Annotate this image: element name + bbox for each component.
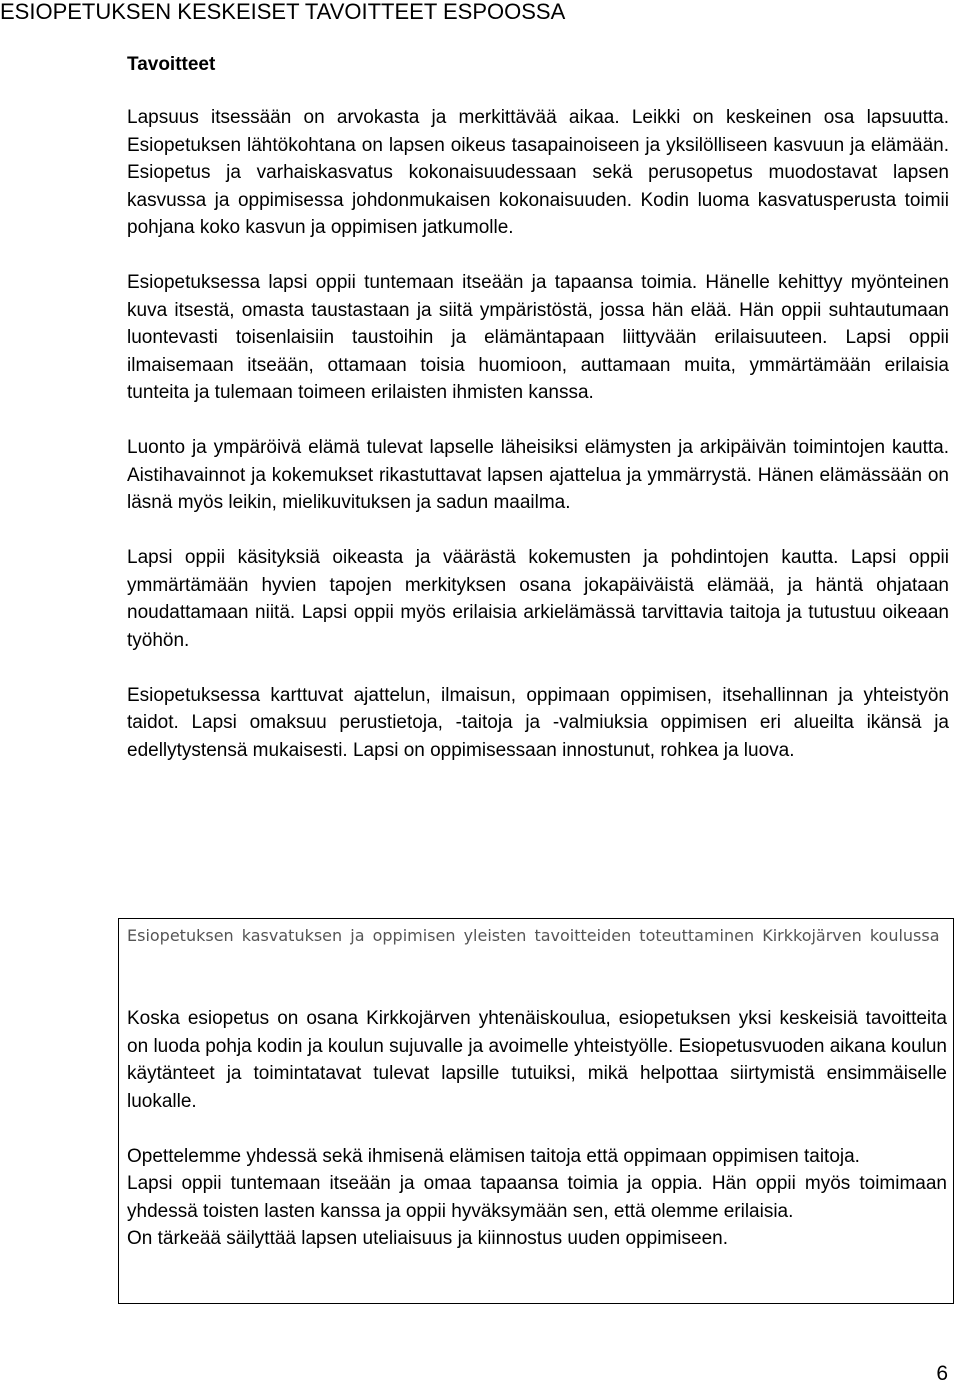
box-caption: Esiopetuksen kasvatuksen ja oppimisen yleisten tavoitteiden toteuttaminen Kirkkojärven koulussa [127, 926, 940, 945]
paragraph: Lapsi oppii käsityksiä oikeasta ja väärästä kokemusten ja pohdintojen kautta. Lapsi oppii ymmärtämään hyvien tapojen merkityksen osana jokapäiväistä elämää, ja häntä ohjataan noudattamaan niitä. Lapsi oppii myös erilaisia arkielämässä tarvittavia taitoja ja tutustuu oikeaan työhön. [127, 547, 949, 651]
goals-body-text [127, 104, 949, 764]
box-body-text [127, 1005, 947, 1253]
paragraph: Luonto ja ympäröivä elämä tulevat lapselle läheisiksi elämysten ja arkipäivän toimintojen kautta. Aistihavainnot ja kokemukset rikastuttavat lapsen ajattelua ja ymmärrystä. Hänen elämässään on läsnä myös leikin, mielikuvituksen ja sadun maailma. [127, 437, 949, 513]
paragraph: Esiopetuksessa lapsi oppii tuntemaan itseään ja tapaansa toimia. Hänelle kehittyy myönteinen kuva itsestä, omasta taustastaan ja siitä ympäristöstä, jossa hän elää. Hän oppii suhtautumaan luontevasti toisenlaisiin taustoihin ja elämäntapaan liittyvään erilaisuuteen. Lapsi oppii ilmaisemaan itseään, ottamaan toisia huomioon, auttamaan muita, ymmärtämään erilaisia tunteita ja tulemaan toimeen erilaisten ihmisten kanssa. [127, 272, 949, 403]
paragraph: Opettelemme yhdessä sekä ihmisenä elämisen taitoja että oppimaan oppimisen taitoja. [127, 1145, 860, 1167]
page-header-title: ESIOPETUKSEN KESKEISET TAVOITTEET ESPOOSSA [0, 0, 566, 24]
paragraph: Esiopetuksessa karttuvat ajattelun, ilmaisun, oppimaan oppimisen, itsehallinnan ja yhteistyön taidot. Lapsi omaksuu perustietoja, -taitoja ja -valmiuksia oppimisen eri alueilta ikänsä ja edellytystensä mukaisesti. Lapsi on oppimisessaan innostunut, rohkea ja luova. [127, 684, 949, 761]
page-number: 6 [936, 1362, 948, 1385]
paragraph: Lapsuus itsessään on arvokasta ja merkittävää aikaa. Leikki on keskeinen osa lapsuutta. Esiopetuksen lähtökohtana on lapsen oikeus tasapainoiseen ja yksilölliseen kasvuun ja elämään. Esiopetus ja varhaiskasvatus kokonaisuudessaan sekä perusopetus muodostavat lapsen kasvussa ja oppimisessa johdonmukaisen kokonaisuuden. Kodin luoma kasvatusperusta toimii pohjana koko kasvun ja oppimisen jatkumolle. [127, 107, 949, 238]
school-goals-box [118, 918, 954, 1304]
paragraph: Lapsi oppii tuntemaan itseään ja omaa tapaansa toimia ja oppia. Hän oppii myös toimimaan yhdessä toisten lasten kanssa ja oppii hyväksymään sen, että olemme erilaisia. [127, 1173, 947, 1222]
section-heading: Tavoitteet [127, 54, 216, 75]
paragraph: Koska esiopetus on osana Kirkkojärven yhtenäiskoulua, esiopetuksen yksi keskeisiä tavoitteita on luoda pohja kodin ja koulun sujuvalle ja avoimelle yhteistyölle. Esiopetusvuoden aikana koulun käytänteet ja toimintatavat tulevat lapsille tutuiksi, mikä helpottaa siirtymistä ensimmäiselle luokalle. [127, 1008, 947, 1112]
paragraph: On tärkeää säilyttää lapsen uteliaisuus ja kiinnostus uuden oppimiseen. [127, 1228, 728, 1249]
